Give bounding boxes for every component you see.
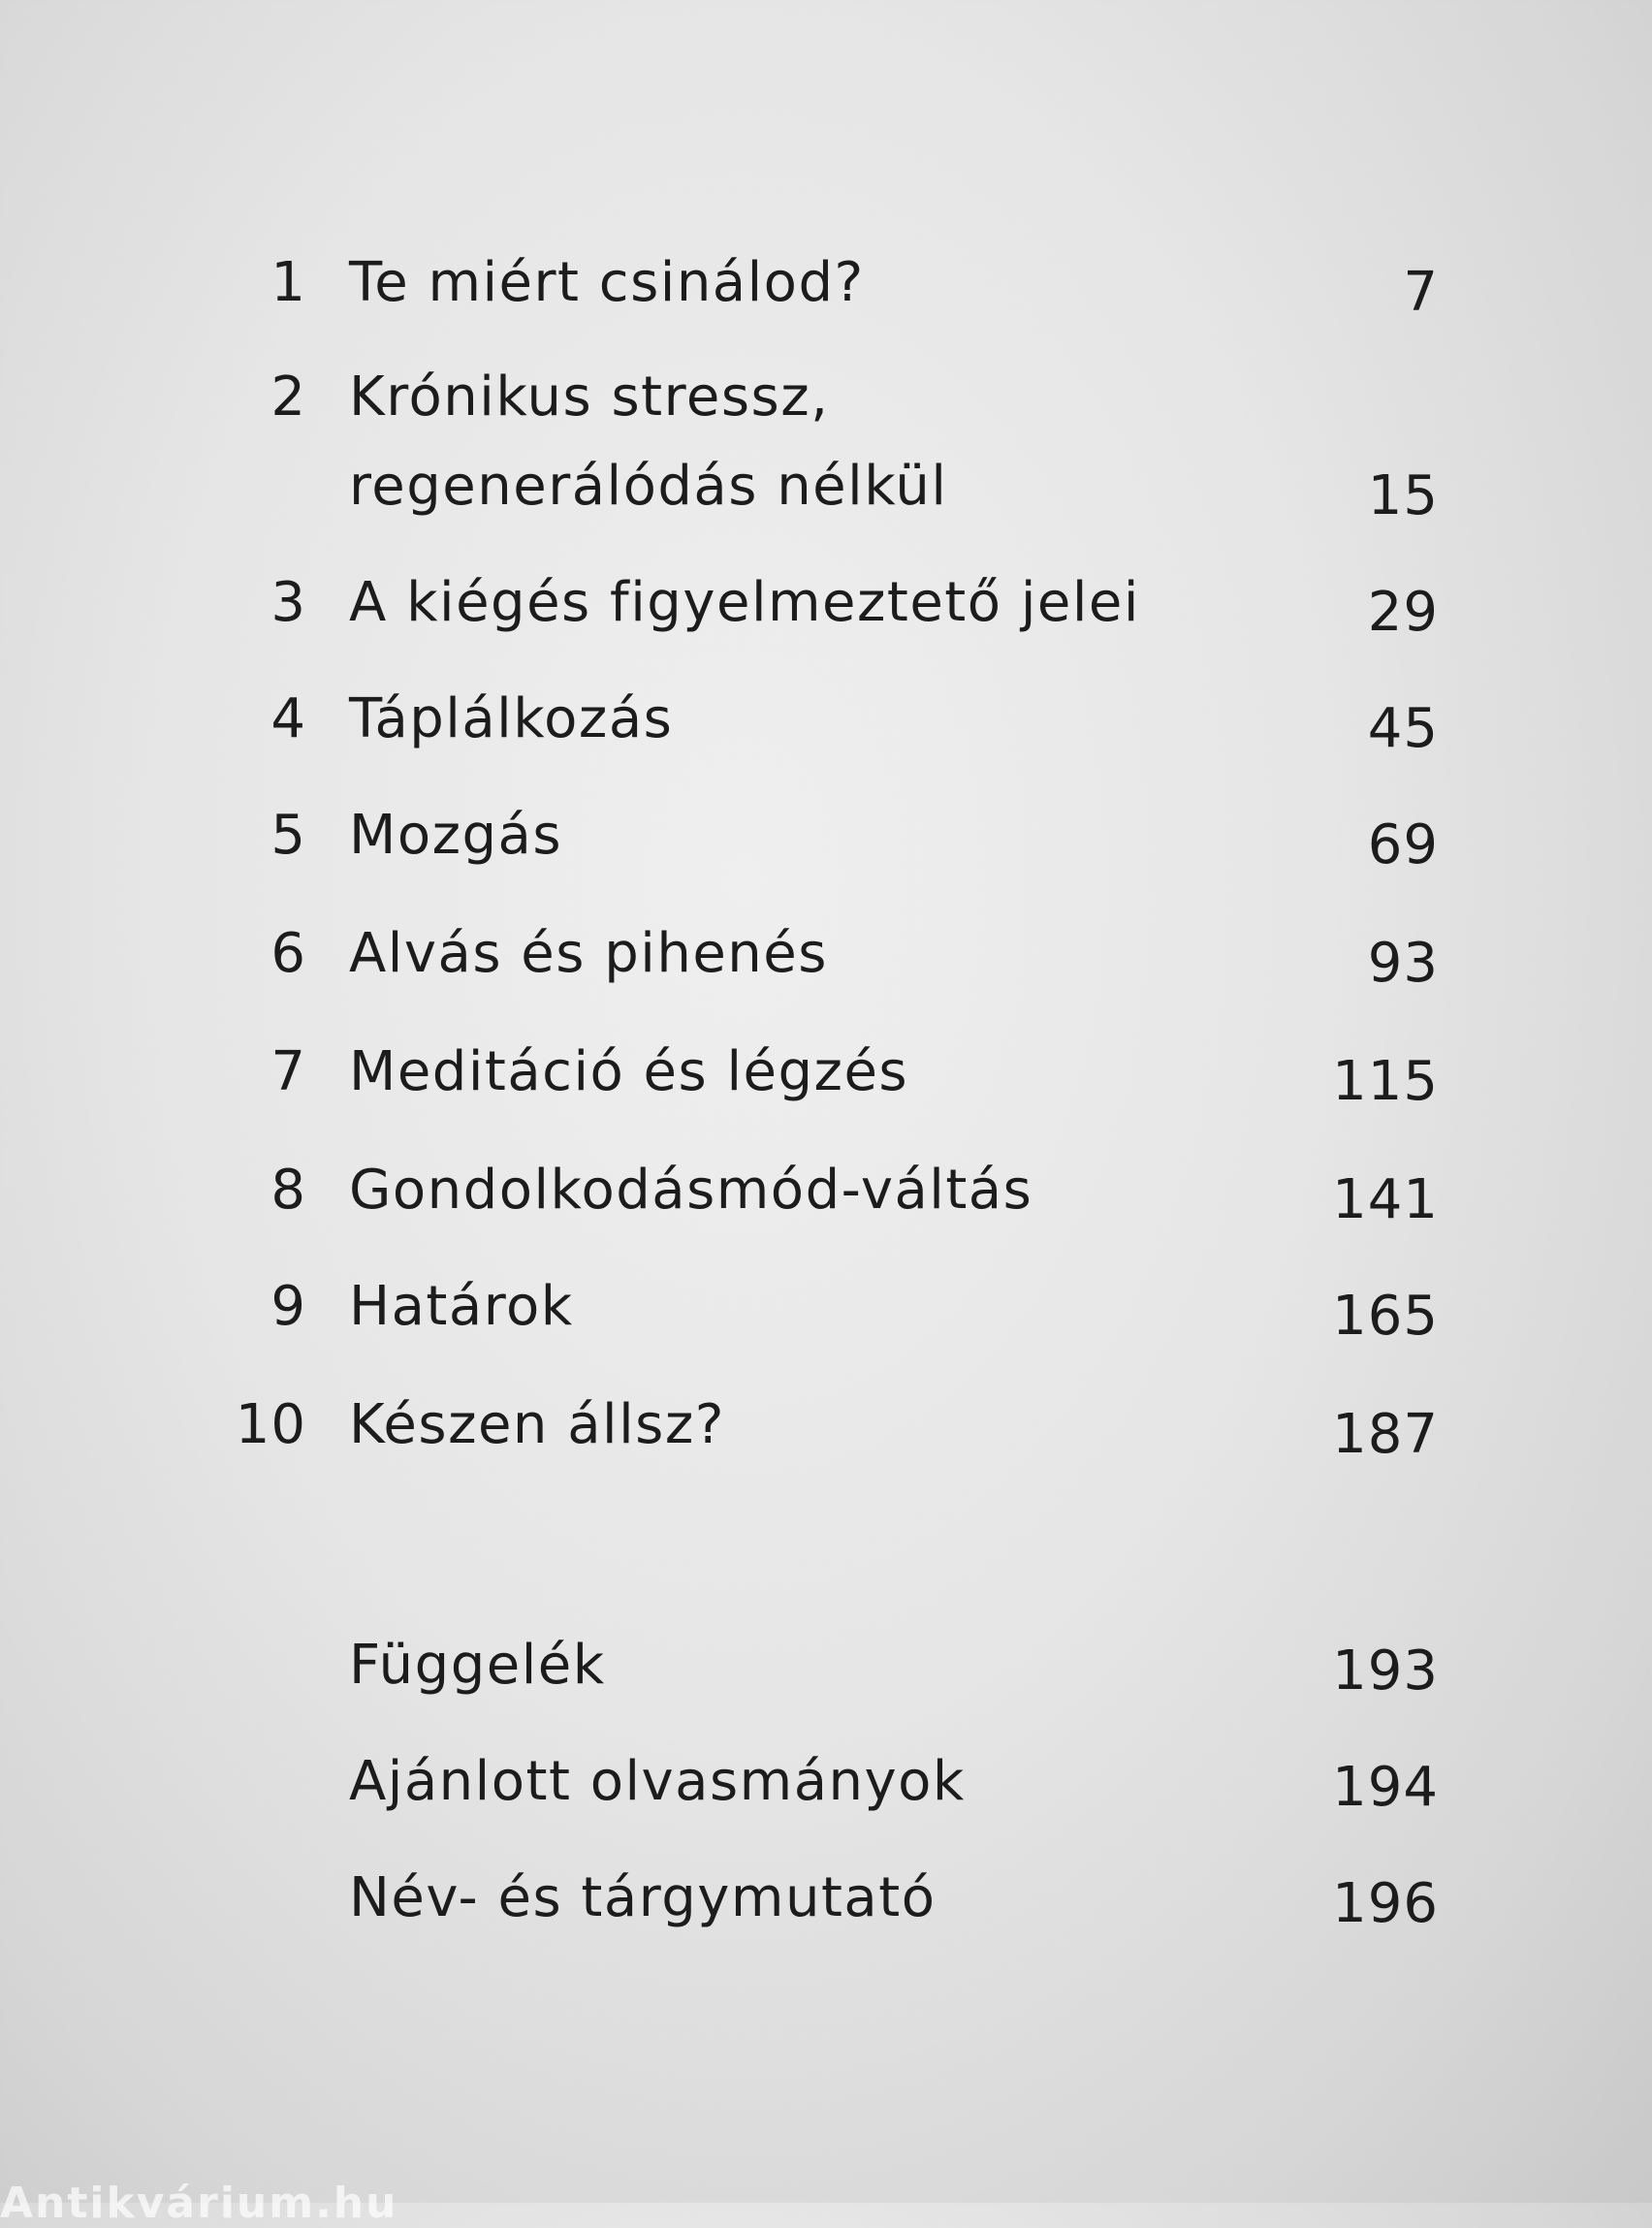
chapter-number: 6 <box>270 922 306 985</box>
chapter-title: Készen állsz? <box>349 1393 725 1456</box>
chapter-title <box>349 353 947 531</box>
toc-entry <box>0 359 1652 533</box>
chapter-number: 5 <box>270 804 306 867</box>
watermark: Antikvárium.hu <box>0 2179 398 2228</box>
toc-entry <box>0 1034 1652 1111</box>
chapter-page-number: 29 <box>1367 581 1439 644</box>
chapter-number: 8 <box>270 1159 306 1222</box>
chapter-page-number: 45 <box>1367 697 1439 760</box>
chapter-page-number: 15 <box>1367 464 1439 527</box>
appendix-page-number: 193 <box>1332 1639 1439 1703</box>
appendix-title: Függelék <box>349 1634 606 1697</box>
chapter-page-number: 141 <box>1332 1168 1439 1231</box>
chapter-number: 7 <box>270 1040 306 1103</box>
chapter-title-line-1: Krónikus stressz, <box>349 366 830 429</box>
chapter-number: 4 <box>270 687 306 750</box>
toc-entry <box>0 244 1652 322</box>
toc-entry <box>0 797 1652 875</box>
chapter-page-number: 187 <box>1332 1403 1439 1466</box>
toc-entry <box>0 1386 1652 1464</box>
chapter-title: Meditáció és légzés <box>349 1040 909 1103</box>
chapter-page-number: 7 <box>1403 261 1439 324</box>
chapter-title: A kiégés figyelmeztető jelei <box>349 571 1140 634</box>
chapter-number: 2 <box>270 366 306 429</box>
toc-entry <box>0 915 1652 993</box>
chapter-title-line-2: regenerálódás nélkül <box>349 455 948 518</box>
toc-appendix-entry <box>0 1627 1652 1704</box>
appendix-page-number: 194 <box>1332 1756 1439 1819</box>
appendix-page-number: 196 <box>1332 1872 1439 1935</box>
toc-entry <box>0 1152 1652 1229</box>
chapter-page-number: 115 <box>1332 1050 1439 1113</box>
toc-entry <box>0 681 1652 758</box>
chapter-number: 9 <box>270 1275 306 1338</box>
chapter-title: Alvás és pihenés <box>349 922 828 985</box>
chapter-title: Gondolkodásmód-váltás <box>349 1159 1033 1222</box>
toc-appendix-entry <box>0 1860 1652 1937</box>
toc-entry <box>0 564 1652 642</box>
chapter-number: 1 <box>270 251 306 314</box>
chapter-title: Határok <box>349 1275 574 1338</box>
appendix-title: Név- és tárgymutató <box>349 1866 937 1929</box>
chapter-page-number: 165 <box>1332 1285 1439 1348</box>
appendix-title: Ajánlott olvasmányok <box>349 1750 966 1813</box>
chapter-number: 3 <box>270 571 306 634</box>
toc-entry <box>0 1268 1652 1346</box>
chapter-page-number: 69 <box>1367 813 1439 876</box>
chapter-title: Mozgás <box>349 804 563 867</box>
chapter-number: 10 <box>235 1393 306 1456</box>
chapter-title: Táplálkozás <box>349 687 674 750</box>
chapter-title: Te miért csinálod? <box>349 251 865 314</box>
toc-appendix-entry <box>0 1743 1652 1821</box>
chapter-page-number: 93 <box>1367 932 1439 995</box>
